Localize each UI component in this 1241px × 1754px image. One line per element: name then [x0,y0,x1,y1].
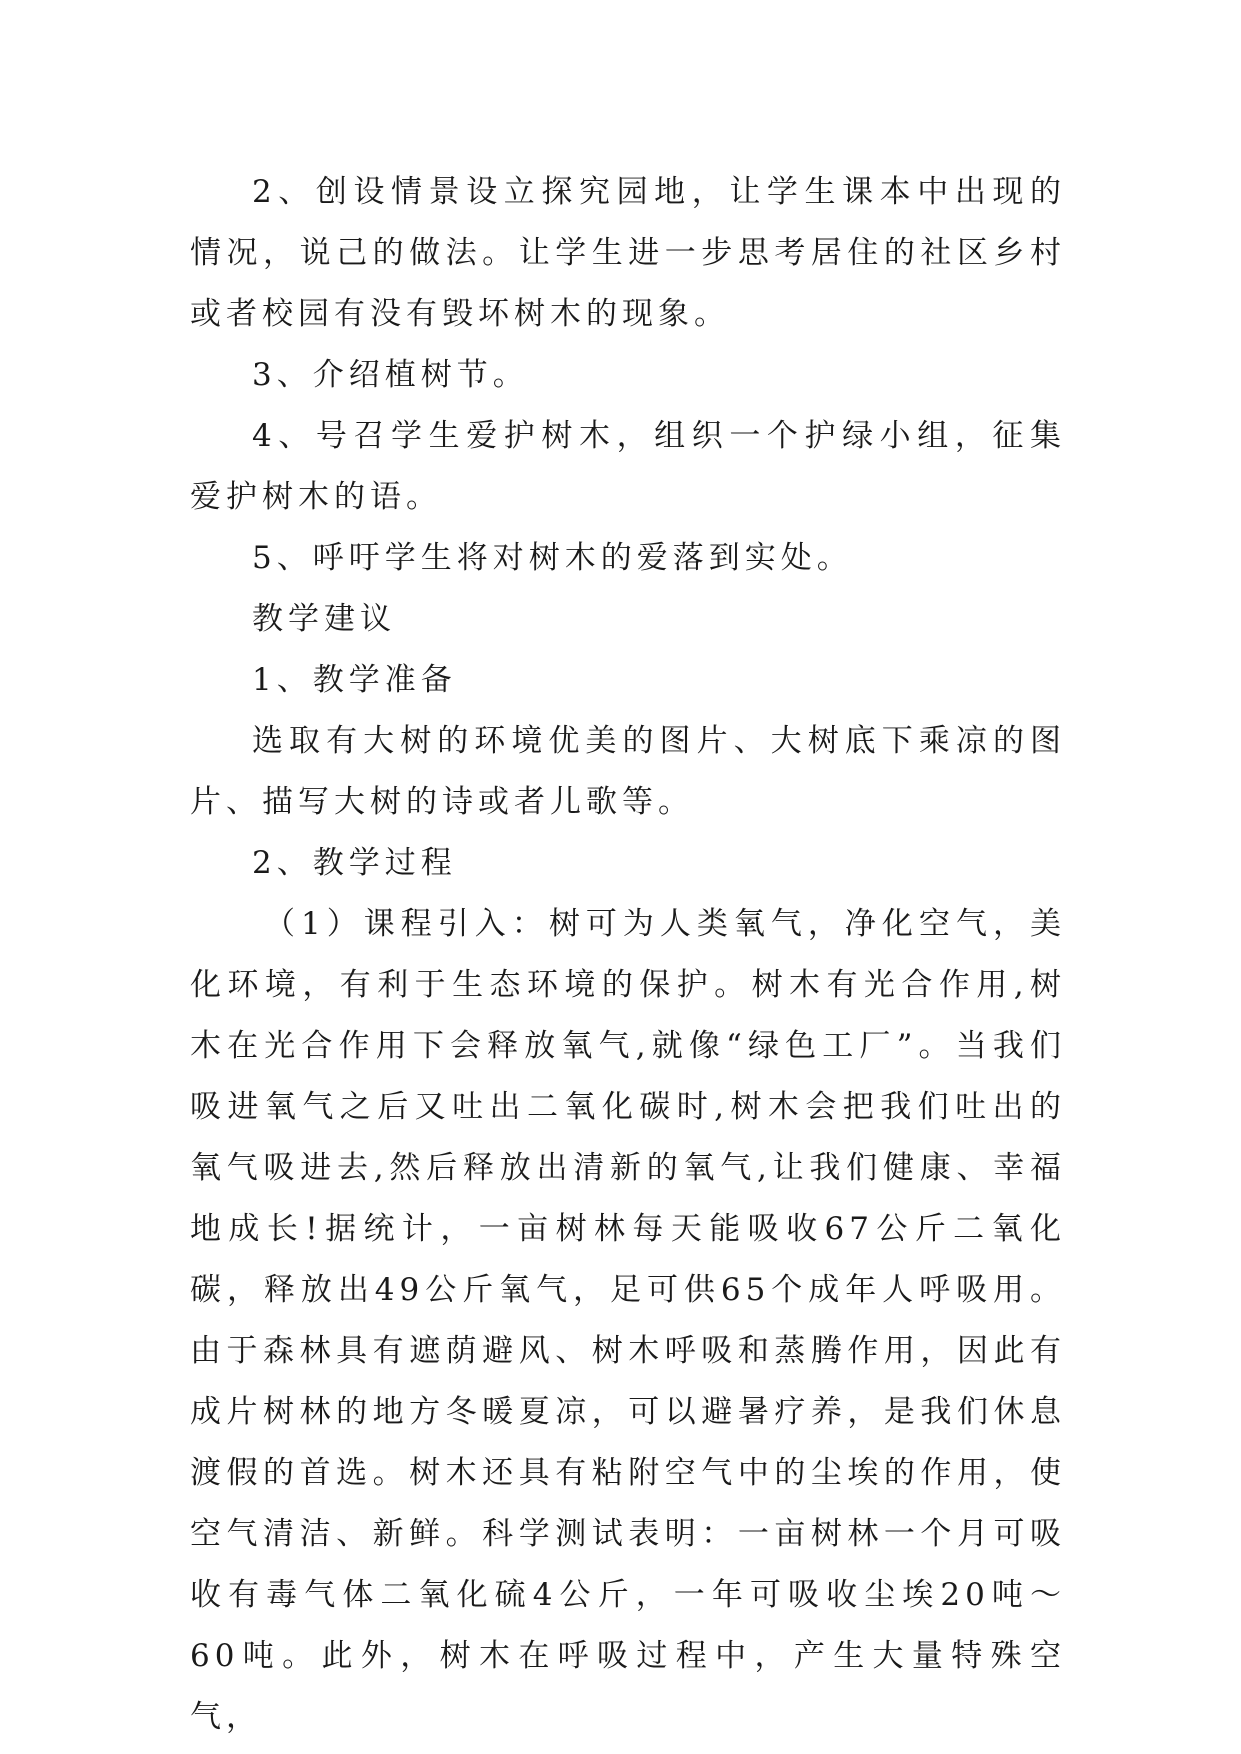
paragraph-step-5: 5、呼吁学生将对树木的爱落到实处。 [252,540,853,576]
subheading-teaching-process: 2、教学过程 [252,845,457,881]
paragraph-step-3: 3、介绍植树节。 [252,357,529,393]
paragraph-step-2: 2、创设情景设立探究园地，让学生课本中出现的情况，说己的做法。让学生进一步思考居住的社区乡村或者校园有没有毁坏树木的现象。 [190,174,1066,332]
document-body [190,162,1066,1748]
paragraph-course-introduction: （1）课程引入：树可为人类氧气，净化空气，美化环境，有利于生态环境的保护。树木有光合作用,树木在光合作用下会释放氧气,就像“绿色工厂”。当我们吸进氧气之后又吐出二氧化碳时,树木会把我们吐出的氧气吸进去,然后释放出清新的氧气,让我们健康、幸福地成长!据统计，一亩树林每天能吸收67公斤二氧化碳，释放出49公斤氧气，足可供65个成年人呼吸用。由于森林具有遮荫避风、树木呼吸和蒸腾作用，因此有成片树林的地方冬暖夏凉，可以避暑疗养，是我们休息渡假的首选。树木还具有粘附空气中的尘埃的作用，使空气清洁、新鲜。科学测试表明：一亩树林一个月可吸收有毒气体二氧化硫4公斤，一年可吸收尘埃20吨～60吨。此外，树木在呼吸过程中，产生大量特殊空气， [190,906,1066,1735]
paragraph-preparation-materials: 选取有大树的环境优美的图片、大树底下乘凉的图片、描写大树的诗或者儿歌等。 [190,723,1066,820]
paragraph-step-4: 4、号召学生爱护树木，组织一个护绿小组，征集爱护树木的语。 [190,418,1066,515]
section-heading-teaching-suggestions: 教学建议 [252,601,396,637]
subheading-teaching-preparation: 1、教学准备 [252,662,457,698]
